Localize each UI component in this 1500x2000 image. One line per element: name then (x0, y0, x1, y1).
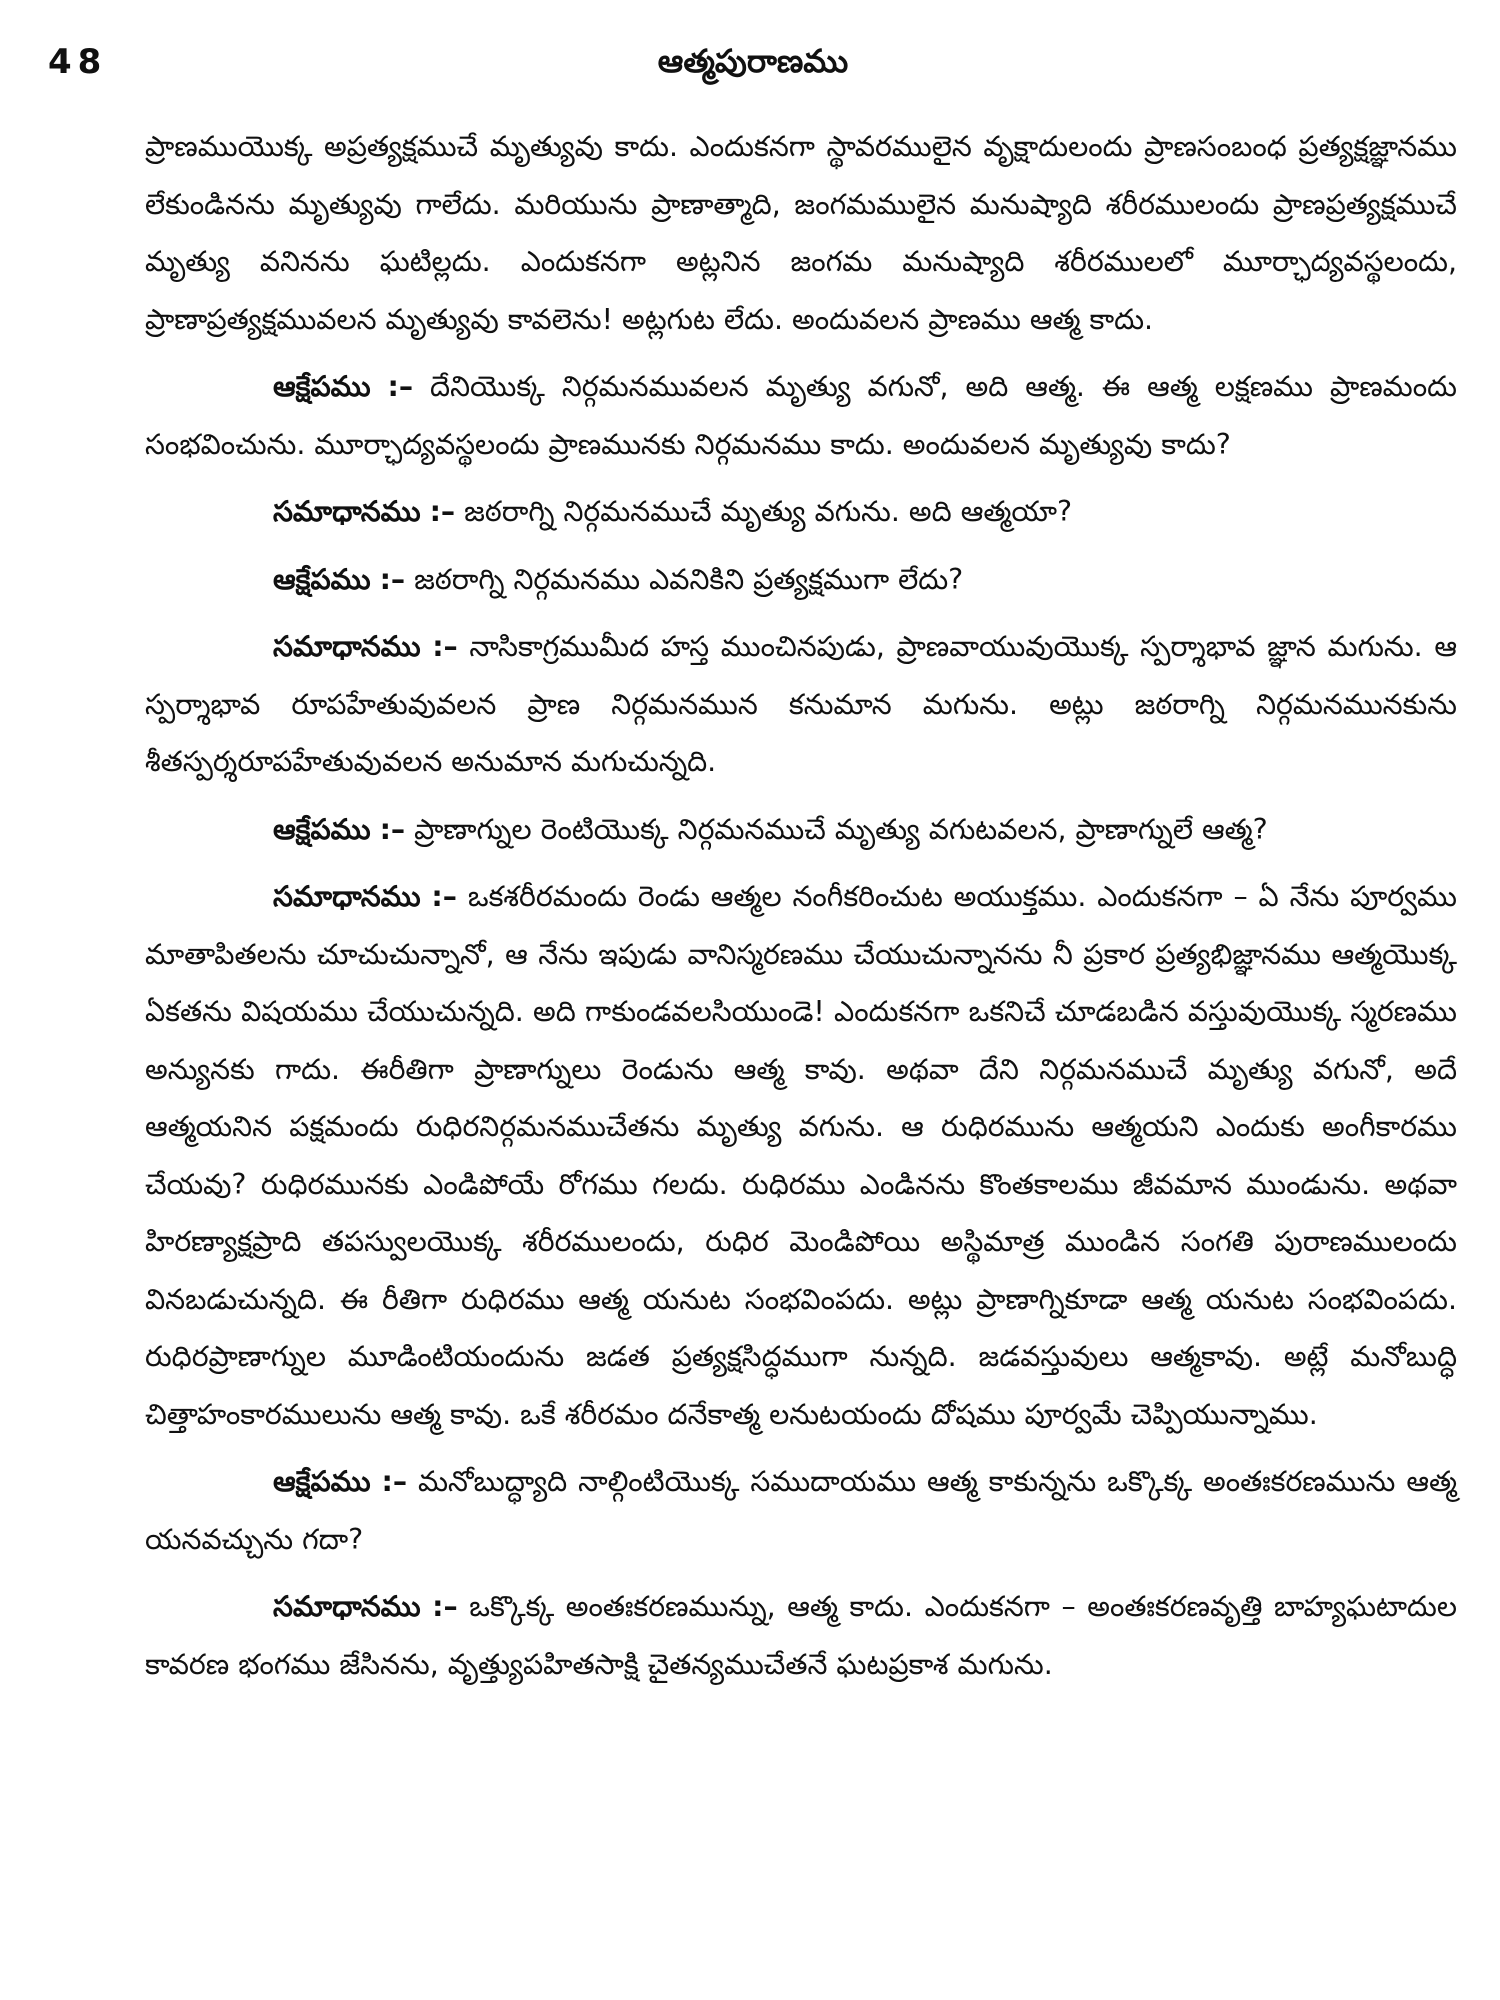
speaker-label: ఆక్షేపము (273, 812, 371, 846)
page-header (48, 38, 1458, 98)
paragraph-text: నాసికాగ్రముమీద హస్త ముంచినపుడు, ప్రాణవాయువుయొక్క స్పర్శాభావ జ్ఞాన మగును. ఆ స్పర్శాభావ రూపహేతువువలన ప్రాణ నిర్గమనమున కనుమాన మగును. అట్లు జఠరాగ్ని నిర్గమనమునకును శీతస్పర్శరూపహేతువువలన అనుమాన మగుచున్నది. (145, 630, 1457, 778)
separator: :– (432, 1590, 458, 1623)
answer-paragraph (145, 483, 1457, 541)
paragraph-text: దేనియొక్క నిర్గమనమువలన మృత్యు వగునో, అది ఆత్మ. ఈ ఆత్మ లక్షణము ప్రాణమందు సంభవించును. మూర్ఛాద్యవస్థలందు ప్రాణమునకు నిర్గమనము కాదు. అందువలన మృత్యువు కాదు? (145, 370, 1457, 461)
separator: :– (387, 370, 414, 403)
paragraph-text: ప్రాణాగ్నుల రెంటియొక్క నిర్గమనముచే మృత్యు వగుటవలన, ప్రాణాగ్నులే ఆత్మ? (414, 812, 1268, 846)
speaker-label: ఆక్షేపము (273, 562, 371, 596)
paragraph-text: మనోబుద్ధ్యాది నాల్గింటియొక్క సముదాయము ఆత్మ కాకున్నను ఒక్కొక్క అంతఃకరణమును ఆత్మ యనవచ్చును గదా? (145, 1465, 1457, 1556)
paragraph-text: ప్రాణముయొక్క అప్రత్యక్షముచే మృత్యువు కాదు. ఎందుకనగా స్థావరములైన వృక్షాదులందు ప్రాణసంబంధ ప్రత్యక్షజ్ఞానము లేకుండినను మృత్యువు గాలేదు. మరియును ప్రాణాత్మాది, జంగమములైన మనుష్యాది శరీరములందు ప్రాణప్రత్యక్షముచే మృత్యు వనినను ఘటిల్లదు. ఎందుకనగా అట్లనిన జంగమ మనుష్యాది శరీరములలో మూర్ఛాద్యవస్థలందు, ప్రాణాప్రత్యక్షమువలన మృత్యువు కావలెను! అట్లగుట లేదు. అందువలన ప్రాణము ఆత్మ కాదు. (145, 130, 1457, 336)
speaker-label: సమాధానము (273, 630, 421, 663)
separator: :– (431, 880, 457, 913)
paragraph-text: జఠరాగ్ని నిర్గమనముచే మృత్యు వగును. అది ఆత్మయా? (464, 495, 1073, 528)
speaker-label: సమాధానము (273, 495, 421, 528)
page-number: 48 (48, 42, 108, 82)
paragraph-text: ఒక్కొక్క అంతఃకరణమున్ను, ఆత్మ కాదు. ఎందుకనగా – అంతఃకరణవృత్తి బాహ్యఘటాదుల కావరణ భంగము జేసినను, వృత్త్యుపహితసాక్షి చైతన్యముచేతనే ఘటప్రకాశ మగును. (145, 1590, 1458, 1681)
separator: :– (379, 562, 406, 596)
speaker-label: ఆక్షేపము (273, 370, 371, 403)
paragraph-prana-not-atma (145, 118, 1457, 348)
running-title: ఆత్మపురాణము (657, 42, 849, 80)
objection-paragraph (145, 551, 1457, 609)
answer-paragraph (145, 1578, 1457, 1693)
objection-paragraph (145, 801, 1457, 859)
paragraph-text: జఠరాగ్ని నిర్గమనము ఎవనికిని ప్రత్యక్షముగా లేదు? (414, 562, 964, 596)
separator: :– (429, 495, 456, 528)
paragraph-text: ఒకశరీరమందు రెండు ఆత్మల నంగీకరించుట అయుక్తము. ఎందుకనగా – ఏ నేను పూర్వము మాతాపితలను చూచుచున్నానో, ఆ నేను ఇపుడు వానిస్మరణము చేయుచున్నానను నీ ప్రకార ప్రత్యభిజ్ఞానము ఆత్మయొక్క ఏకతను విషయము చేయుచున్నది. అది గాకుండవలసియుండె! ఎందుకనగా ఒకనిచే చూడబడిన వస్తువుయొక్క స్మరణము అన్యునకు గాదు. ఈరీతిగా ప్రాణాగ్నులు రెండును ఆత్మ కావు. అథవా దేని నిర్గమనముచే మృత్యు వగునో, అదే ఆత్మయనిన పక్షమందు రుధిరనిర్గమనముచేతను మృత్యు వగును. ఆ రుధిరమును ఆత్మయని ఎందుకు అంగీకారము చేయవు? రుధిరమునకు ఎండిపోయే రోగము గలదు. రుధిరము ఎండినను కొంతకాలము జీవమాన ముండును. అథవా హిరణ్యాక్షప్రాది తపస్వులయొక్క శరీరములందు, రుధిర మెండిపోయి అస్థిమాత్ర ముండిన సంగతి పురాణములందు వినబడుచున్నది. ఈ రీతిగా రుధిరము ఆత్మ యనుట సంభవింపదు. అట్లు ప్రాణాగ్నికూడా ఆత్మ యనుట సంభవింపదు. రుధిరప్రాణాగ్నుల మూడింటియందును జడత ప్రత్యక్షసిద్ధముగా నున్నది. జడవస్తువులు ఆత్మకావు. అట్లే మనోబుద్ధి చిత్తాహంకారములును ఆత్మ కావు. ఒకే శరీరమం దనేకాత్మ లనుటయందు దోషము పూర్వమే చెప్పియున్నాము. (145, 880, 1457, 1431)
page-body (145, 118, 1457, 1697)
separator: :– (379, 812, 406, 846)
speaker-label: సమాధానము (273, 1590, 421, 1623)
objection-paragraph (145, 358, 1457, 473)
answer-paragraph (145, 618, 1457, 791)
speaker-label: ఆక్షేపము (273, 1465, 371, 1498)
separator: :– (432, 630, 458, 663)
answer-paragraph (145, 868, 1457, 1443)
speaker-label: సమాధానము (273, 880, 421, 913)
separator: :– (381, 1465, 408, 1498)
objection-paragraph (145, 1453, 1457, 1568)
